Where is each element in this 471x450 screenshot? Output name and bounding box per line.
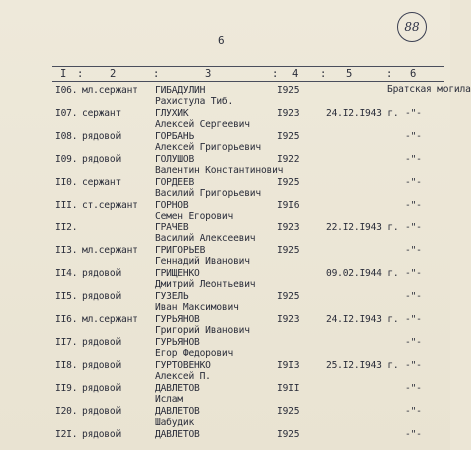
birth-year-cell: I925 [277,291,300,303]
row-number: II7. [55,336,78,348]
col-header-1: I [60,68,67,80]
burial-note-cell: -"- [405,336,422,348]
burial-note-cell: -"- [405,291,422,303]
col-separator: : [77,68,84,80]
given-name-cell: Рахистула Тиб. [155,96,234,107]
surname-cell: ДАВЛЕТОВ [155,405,200,417]
given-name-cell: Шабудик [155,416,195,428]
col-separator: : [272,68,279,80]
surname-cell: ГУРЬЯНОВ [155,314,200,325]
surname-cell: ГУЗЕЛЬ [155,291,189,303]
rank-cell: рядовой [82,130,122,142]
surname-cell: ГРИГОРЬЕВ [155,245,206,257]
birth-year-cell: I923 [277,222,300,234]
burial-note-cell: -"- [405,176,422,188]
given-name-cell: Семен Егорович [155,210,234,222]
birth-year-cell: I922 [277,153,300,165]
row-number: III. [55,199,78,211]
rank-cell: рядовой [82,382,122,394]
rank-cell: мл.сержант [82,245,138,257]
birth-year-cell: I925 [277,176,300,188]
rank-cell: ст.сержант [82,199,138,211]
given-name-cell: Григорий Иванович [155,325,250,336]
birth-year-cell: I923 [277,107,300,119]
col-header-3: 3 [205,68,212,80]
rank-cell: сержант [82,107,122,119]
rank-cell: рядовой [82,359,122,371]
given-name-cell: Ислам [155,393,183,405]
burial-note-cell: -"- [405,245,422,257]
rank-cell: рядовой [82,336,122,348]
rank-cell: сержант [82,176,122,188]
death-date-cell: 22.I2.I943 г. [326,222,399,234]
burial-note-cell: -"- [405,130,422,142]
birth-year-cell: I9I3 [277,359,300,371]
row-number: II2. [55,222,78,234]
row-number: II4. [55,268,78,280]
burial-note-cell: -"- [405,314,422,325]
given-name-cell: Алексей П. [155,370,211,382]
death-date-cell: 09.02.I944 г. [326,268,399,280]
birth-year-cell: I9I6 [277,199,300,211]
surname-cell: ГУРТОВЕНКО [155,359,211,371]
row-number: I08. [55,130,78,142]
given-name-cell: Геннадий Иванович [155,256,250,268]
row-number: II9. [55,382,78,394]
surname-cell: ГРИЩЕНКО [155,268,200,280]
rank-cell: рядовой [82,428,122,440]
surname-cell: ГЛУХИК [155,107,189,119]
death-date-cell: 24.I2.I943 г. [326,314,399,325]
row-number: I2I. [55,428,78,440]
rank-cell: мл.сержант [82,85,138,96]
surname-cell: ГОРНОВ [155,199,189,211]
row-number: I06. [55,85,78,96]
death-date-cell: 25.I2.I943 г. [326,359,399,371]
archive-stamp: 88 [397,12,427,42]
burial-note-cell: -"- [405,428,422,440]
rank-cell: рядовой [82,405,122,417]
given-name-cell: Иван Максимович [155,302,239,314]
given-name-cell: Василий Алексеевич [155,233,256,245]
row-number: II0. [55,176,78,188]
col-header-2: 2 [110,68,117,80]
birth-year-cell: I923 [277,314,300,325]
rank-cell: рядовой [82,291,122,303]
death-date-cell: 24.I2.I943 г. [326,107,399,119]
birth-year-cell: I925 [277,130,300,142]
header-top-rule [52,66,444,67]
col-separator: : [386,68,393,80]
page-number: 6 [218,34,225,47]
row-number: II5. [55,291,78,303]
header-bottom-rule [52,81,444,82]
given-name-cell: Алексей Григорьевич [155,141,261,153]
row-number: II6. [55,314,78,325]
col-header-4: 4 [292,68,299,80]
birth-year-cell: I9II [277,382,300,394]
surname-cell: ДАВЛЕТОВ [155,382,200,394]
col-header-5: 5 [346,68,353,80]
row-number: I20. [55,405,78,417]
burial-note-cell: -"- [405,405,422,417]
given-name-cell: Егор Федорович [155,347,234,359]
col-header-6: 6 [410,68,417,80]
row-number: I07. [55,107,78,119]
row-number: II3. [55,245,78,257]
given-name-cell: Алексей Сергеевич [155,118,250,130]
burial-note-cell: -"- [405,382,422,394]
birth-year-cell: I925 [277,245,300,257]
burial-note-cell: -"- [405,268,422,280]
birth-year-cell: I925 [277,428,300,440]
surname-cell: ГУРЬЯНОВ [155,336,200,348]
surname-cell: ГОЛУШОВ [155,153,195,165]
burial-note-cell: -"- [405,153,422,165]
surname-cell: ДАВЛЕТОВ [155,428,200,440]
burial-note-cell: Братская могила [387,84,471,95]
given-name-cell: Валентин Константинович [155,164,284,176]
row-number: II8. [55,359,78,371]
surname-cell: ГРАЧЕВ [155,222,189,234]
birth-year-cell: I925 [277,405,300,417]
birth-year-cell: I925 [277,85,300,96]
row-number: I09. [55,153,78,165]
rank-cell: рядовой [82,268,122,280]
burial-note-cell: -"- [405,199,422,211]
rank-cell: мл.сержант [82,314,138,325]
rank-cell: рядовой [82,153,122,165]
col-separator: : [153,68,160,80]
burial-note-cell: -"- [405,222,422,234]
given-name-cell: Дмитрий Леонтьевич [155,279,256,291]
surname-cell: ГИБАДУЛИН [155,85,206,96]
burial-note-cell: -"- [405,359,422,371]
surname-cell: ГОРБАНЬ [155,130,195,142]
given-name-cell: Василий Григорьевич [155,187,261,199]
col-separator: : [320,68,327,80]
surname-cell: ГОРДЕЕВ [155,176,195,188]
burial-note-cell: -"- [405,107,422,119]
